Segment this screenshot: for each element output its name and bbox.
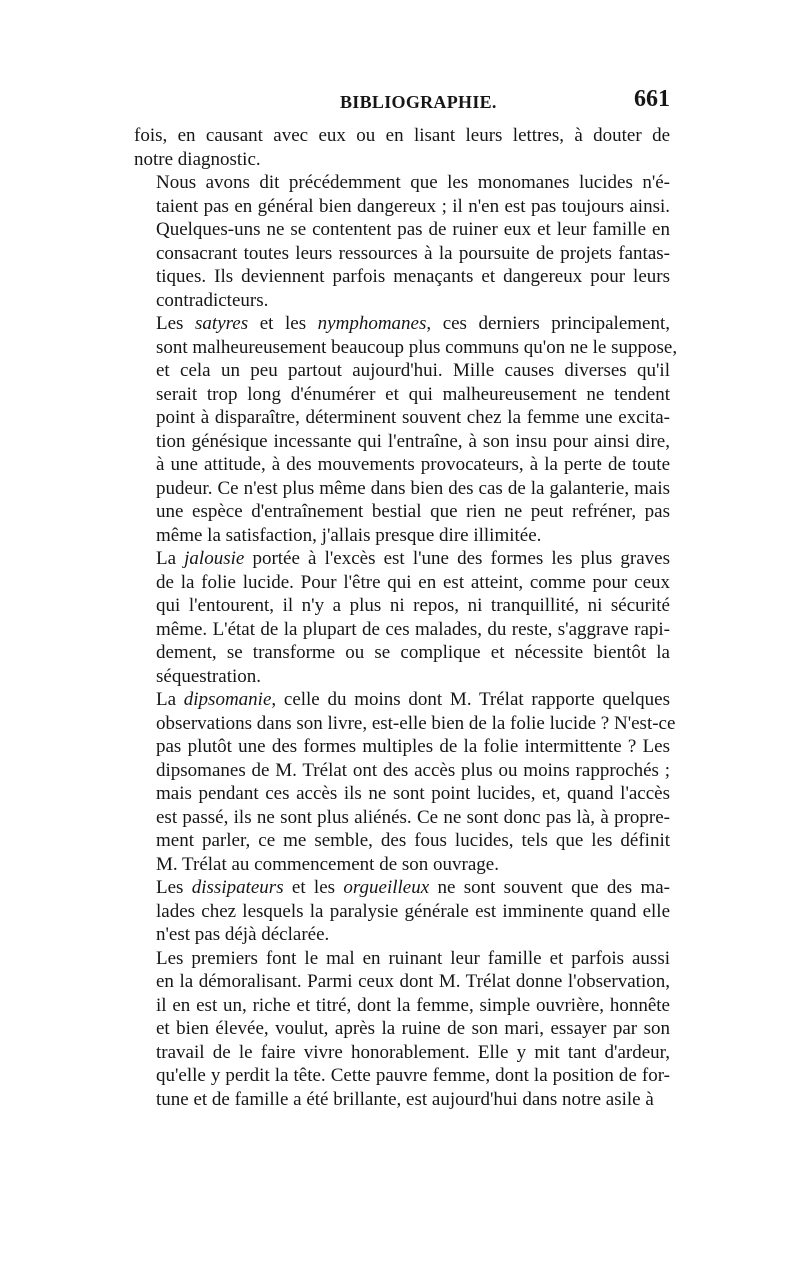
page-number: 661 bbox=[634, 86, 670, 112]
text-line: tune et de famille a été brillante, est aujourd'hui dans notre asile à bbox=[156, 1088, 654, 1110]
text-line: travail de le faire vivre honorablement. Elle y mit tant d'ardeur, bbox=[156, 1041, 670, 1063]
text-line: il en est un, riche et titré, dont la femme, simple ouvrière, honnête bbox=[156, 994, 670, 1016]
text-line: et cela un peu partout aujourd'hui. Mille causes diverses qu'il bbox=[156, 360, 670, 381]
text-line: observations dans son livre, est-elle bien de la folie lucide ? N'est-ce bbox=[156, 712, 676, 734]
running-head: BIBLIOGRAPHIE. bbox=[340, 92, 497, 112]
paragraph bbox=[134, 547, 670, 688]
body-text bbox=[134, 124, 678, 1111]
text-line: même. L'état de la plupart de ces malades, du reste, s'aggrave rapi- bbox=[156, 618, 670, 640]
text-line: qui l'entourent, il n'y a plus ni repos, ni tranquillité, ni sécurité bbox=[156, 595, 670, 616]
text-line: La jalousie portée à l'excès est l'une des formes les plus graves bbox=[156, 548, 670, 569]
text-line: dipsomanes de M. Trélat ont des accès plus ou moins rapprochés ; bbox=[156, 759, 670, 781]
text-line: serait trop long d'énumérer et qui malheureusement ne tendent bbox=[156, 383, 670, 405]
text-line: à une attitude, à des mouvements provocateurs, à la perte de toute bbox=[156, 454, 670, 475]
text-line: de la folie lucide. Pour l'être qui en est atteint, comme pour ceux bbox=[156, 571, 670, 593]
text-line: mais pendant ces accès ils ne sont point lucides, et, quand l'accès bbox=[156, 783, 670, 804]
text-line: tiques. Ils deviennent parfois menaçants et dangereux pour leurs bbox=[156, 266, 670, 287]
text-line: pas plutôt une des formes multiples de la folie intermittente ? Les bbox=[156, 736, 670, 757]
text-line: Quelques-uns ne se contentent pas de ruiner eux et leur famille en bbox=[156, 219, 670, 240]
text-line: en la démoralisant. Parmi ceux dont M. Trélat donne l'observation, bbox=[156, 971, 670, 992]
paragraph bbox=[134, 171, 670, 312]
text-line: Les dissipateurs et les orgueilleux ne sont souvent que des ma- bbox=[156, 877, 671, 898]
text-line: n'est pas déjà déclarée. bbox=[156, 924, 330, 945]
paragraph bbox=[134, 876, 670, 947]
text-line: ment parler, ce me semble, des fous lucides, tels que les définit bbox=[156, 830, 670, 851]
paragraph bbox=[134, 124, 670, 171]
text-line: point à disparaître, déterminent souvent chez la femme une excita- bbox=[156, 407, 670, 428]
book-page bbox=[134, 84, 678, 1111]
text-line: fois, en causant avec eux ou en lisant leurs lettres, à douter de bbox=[134, 125, 670, 146]
page-header bbox=[134, 84, 670, 124]
text-line: notre diagnostic. bbox=[134, 148, 261, 170]
text-line: est passé, ils ne sont plus aliénés. Ce ne sont donc pas là, à propre- bbox=[156, 806, 670, 828]
text-line: contradicteurs. bbox=[156, 289, 269, 311]
text-line: et bien élevée, voulut, après la ruine de son mari, essayer par son bbox=[156, 1018, 670, 1039]
text-line: consacrant toutes leurs ressources à la poursuite de projets fantas- bbox=[156, 242, 670, 264]
paragraph bbox=[134, 688, 676, 876]
text-line: lades chez lesquels la paralysie générale est imminente quand elle bbox=[156, 900, 670, 922]
text-line: M. Trélat au commencement de son ouvrage. bbox=[156, 853, 499, 875]
text-line: La dipsomanie, celle du moins dont M. Trélat rapporte quelques bbox=[156, 689, 670, 710]
text-line: qu'elle y perdit la tête. Cette pauvre femme, dont la position de for- bbox=[156, 1065, 670, 1086]
text-line: séquestration. bbox=[156, 665, 262, 687]
text-line: pudeur. Ce n'est plus même dans bien des cas de la galanterie, mais bbox=[156, 477, 670, 499]
text-line: même la satisfaction, j'allais presque dire illimitée. bbox=[156, 524, 542, 546]
text-line: dement, se transforme ou se complique et nécessite bientôt la bbox=[156, 642, 670, 663]
paragraph bbox=[134, 312, 678, 547]
text-line: Nous avons dit précédemment que les monomanes lucides n'é- bbox=[156, 172, 670, 193]
text-line: tion génésique incessante qui l'entraîne, à son insu pour ainsi dire, bbox=[156, 430, 670, 452]
text-line: Les premiers font le mal en ruinant leur famille et parfois aussi bbox=[156, 947, 670, 969]
text-line: sont malheureusement beaucoup plus communs qu'on ne le suppose, bbox=[156, 336, 678, 358]
text-line: Les satyres et les nymphomanes, ces derniers principalement, bbox=[156, 313, 670, 334]
text-line: taient pas en général bien dangereux ; il n'en est pas toujours ainsi. bbox=[156, 195, 670, 217]
text-line: une espèce d'entraînement bestial que rien ne peut refréner, pas bbox=[156, 501, 670, 522]
paragraph bbox=[134, 947, 670, 1112]
